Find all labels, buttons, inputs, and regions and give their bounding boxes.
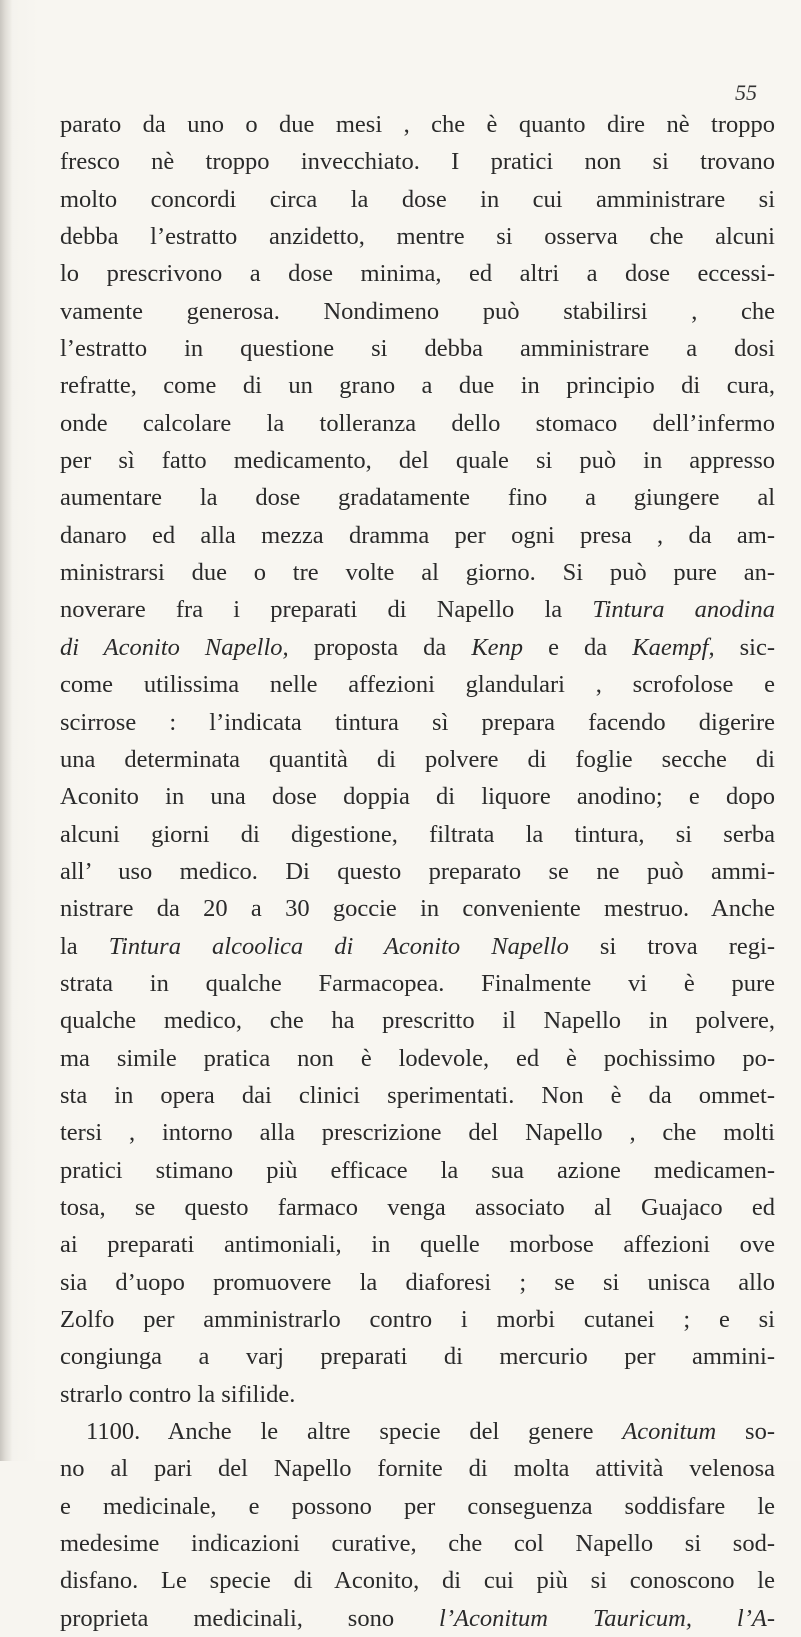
text-segment: so-: [716, 1418, 775, 1446]
italic-text-segment: Tintura anodina: [592, 596, 775, 624]
text-line: [60, 1488, 775, 1525]
italic-text-segment: Kenp: [471, 633, 524, 661]
text-segment: parato da uno o due mesi , che è quanto dire nè troppo: [60, 111, 775, 138]
text-segment: la: [60, 932, 109, 960]
text-segment: strata in qualche Farmacopea. Finalmente vi è pure: [60, 969, 775, 997]
text-segment: scirrose : l’indicata tintura sì prepara facendo digerire: [60, 708, 775, 736]
text-segment: l’estratto in questione si debba amministrare a dosi: [60, 335, 775, 363]
text-line: [60, 853, 775, 890]
text-line: [60, 106, 775, 143]
text-segment: qualche medico, che ha prescritto il Napello in polvere,: [60, 1007, 775, 1035]
text-line: [60, 1413, 775, 1450]
text-segment: aumentare la dose gradatamente fino a giungere al: [60, 484, 775, 512]
text-line: [60, 1114, 775, 1151]
text-line: [60, 1338, 775, 1375]
text-segment: sta in opera dai clinici sperimentati. Non è da ommet-: [60, 1081, 775, 1109]
text-segment: noverare fra i preparati di Napello la: [60, 596, 593, 624]
text-segment: proprieta medicinali, sono: [60, 1604, 440, 1632]
text-line: [60, 479, 775, 516]
text-line: [60, 1525, 775, 1562]
text-segment: Aconito in una dose doppia di liquore anodino; e dopo: [60, 783, 775, 811]
text-segment: molto concordi circa la dose in cui amministrare si: [60, 185, 775, 213]
text-line: [60, 778, 775, 815]
text-line: [60, 928, 775, 965]
text-segment: congiunga a varj preparati di mercurio per ammini-: [60, 1343, 775, 1371]
text-segment: debba l’estratto anzidetto, mentre si osserva che alcuni: [60, 223, 775, 251]
text-line: [60, 1077, 775, 1114]
text-line: [60, 405, 775, 442]
text-segment: Zolfo per amministrarlo contro i morbi cutanei ; e si: [60, 1306, 775, 1333]
text-line: [60, 143, 775, 180]
text-segment: si trova regi-: [568, 932, 775, 960]
text-line: [60, 181, 775, 218]
text-segment: tosa, se questo farmaco venga associato al Guajaco ed: [60, 1193, 775, 1221]
italic-text-segment: Tintura alcoolica di Aconito Napello: [108, 932, 569, 960]
italic-text-segment: Kaempf,: [632, 633, 715, 661]
text-line: [60, 255, 775, 292]
text-segment: pratici stimano più efficace la sua azione medicamen-: [60, 1156, 775, 1184]
italic-text-segment: l’Aconitum Tauricum, l’A-: [439, 1604, 775, 1632]
text-line: [60, 1562, 775, 1599]
text-line: [60, 367, 775, 404]
text-segment: ma simile pratica non è lodevole, ed è pochissimo po-: [60, 1044, 775, 1072]
text-line: [60, 1264, 775, 1301]
text-segment: vamente generosa. Nondimeno può stabilirsi , che: [60, 297, 775, 325]
text-segment: danaro ed alla mezza dramma per ogni presa , da am-: [60, 521, 775, 549]
page-gutter-shadow: [0, 0, 12, 1461]
italic-text-segment: Aconitum: [622, 1418, 717, 1446]
text-line: [60, 629, 775, 666]
text-segment: onde calcolare la tolleranza dello stomaco dell’infermo: [60, 409, 775, 437]
text-line: [60, 1040, 775, 1077]
text-segment: e da: [523, 633, 633, 661]
text-line: [60, 330, 775, 367]
text-line: [60, 890, 775, 927]
text-line: [60, 1450, 775, 1487]
text-line: [60, 1226, 775, 1263]
text-segment: ministrarsi due o tre volte al giorno. Si può pure an-: [60, 559, 775, 587]
text-segment: fresco nè troppo invecchiato. I pratici non si trovano: [60, 148, 775, 176]
text-segment: all’ uso medico. Di questo preparato se ne può ammi-: [60, 857, 775, 885]
text-segment: tersi , intorno alla prescrizione del Napello , che molti: [60, 1119, 775, 1147]
text-segment: proposta da: [288, 633, 472, 661]
text-segment: lo prescrivono a dose minima, ed altri a dose eccessi-: [60, 260, 775, 288]
text-line: [60, 591, 775, 628]
body-text: [60, 106, 775, 1637]
text-line: [60, 1152, 775, 1189]
text-line: [60, 704, 775, 741]
text-line: [60, 517, 775, 554]
text-segment: refratte, come di un grano a due in principio di cura,: [60, 372, 775, 400]
text-segment: medesime indicazioni curative, che col Napello si sod-: [60, 1530, 775, 1558]
text-segment: per sì fatto medicamento, del quale si può in appresso: [60, 447, 775, 475]
text-line: [60, 1002, 775, 1039]
text-segment: alcuni giorni di digestione, filtrata la tintura, si serba: [60, 820, 775, 848]
text-segment: disfano. Le specie di Aconito, di cui più si conoscono le: [60, 1567, 775, 1595]
text-segment: una determinata quantità di polvere di foglie secche di: [60, 745, 775, 773]
text-segment: no al pari del Napello fornite di molta attività velenosa: [60, 1455, 775, 1483]
text-line: [60, 218, 775, 255]
text-line: [60, 554, 775, 591]
text-line: [60, 1301, 775, 1338]
text-line: [60, 1600, 775, 1637]
text-line: [60, 1189, 775, 1226]
text-segment: ai preparati antimoniali, in quelle morbose affezioni ove: [60, 1231, 775, 1259]
text-segment: sia d’uopo promuovere la diaforesi ; se si unisca allo: [60, 1268, 775, 1296]
text-line: [60, 1376, 775, 1413]
text-line: [60, 816, 775, 853]
italic-text-segment: di Aconito Napello,: [60, 633, 289, 661]
page-number: 55: [735, 80, 757, 105]
text-segment: nistrare da 20 a 30 goccie in conveniente mestruo. Anche: [60, 895, 775, 923]
text-line: [60, 666, 775, 703]
text-segment: sic-: [714, 633, 776, 661]
text-line: [60, 741, 775, 778]
text-line: [60, 293, 775, 330]
text-line: [60, 965, 775, 1002]
text-line: [60, 442, 775, 479]
text-segment: strarlo contro la sifilide.: [60, 1380, 296, 1408]
text-segment: 1100. Anche le altre specie del genere: [86, 1418, 623, 1446]
text-segment: come utilissima nelle affezioni glandulari , scrofolose e: [60, 671, 775, 699]
text-segment: e medicinale, e possono per conseguenza soddisfare le: [60, 1492, 775, 1520]
